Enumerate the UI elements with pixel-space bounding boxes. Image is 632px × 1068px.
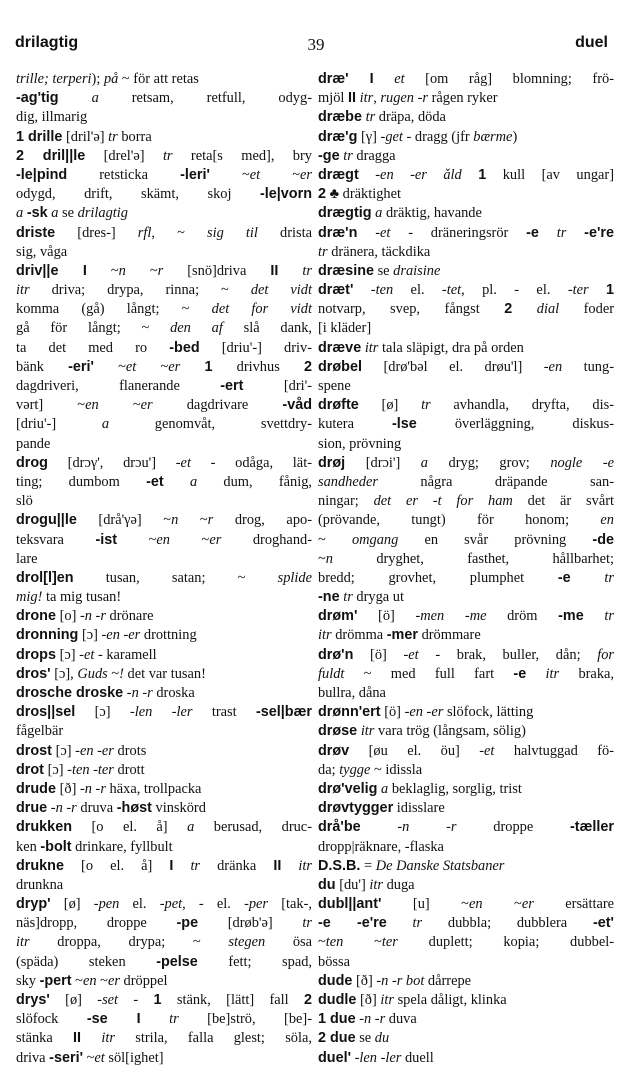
entry-line: ta det med ro -bed [driu'-] driv- [16,339,312,356]
entry-line: (späda) steken -pelse fett; spad, [16,953,312,970]
entry-line: drog [drɔγ', drɔu'] -et - odåga, lät- [16,454,312,471]
entry-line: ~ omgang en svår prövning -de [318,531,614,548]
entry-line: drost [ɔ] -en -er drots [16,742,147,759]
entry-line: dræ'g [γ] -get - dragg (jfr bærme) [318,128,518,145]
entry-line: spene [318,378,351,394]
entry-line: sandheder några dräpande san- [318,473,614,490]
entry-line: slö [16,493,33,510]
entry-line: dude [ð] -n -r bot dårrepe [318,972,472,989]
entry-line: trille; terperi); på ~ för att retas [16,71,199,87]
entry-line: -e -e're tr dubbla; dubblera -et' [318,915,614,932]
entry-line: pande [16,435,51,452]
entry-line: ken -bolt drinkare, fyllbult [16,838,173,855]
entry-line: ting; dumbom -et a dum, fånig, [16,473,313,490]
entry-line: sig, våga [16,243,68,260]
entry-line: (prövande, tungt) för honom; en [318,512,614,529]
entry-line: dropp|räknare, -flaska [318,838,444,855]
entry-line: drægt -en -er ǎld 1 kull [av ungar] [318,166,614,183]
entry-line: dræ'n -et - dräneringsrör -e tr -e're [318,224,614,241]
header-first-word: drilagtig [15,34,79,51]
right-column [318,70,614,1068]
entry-line: sky -pert ~en ~er dröppel [16,972,168,989]
entry-line: kutera -lse överläggning, diskus- [318,416,614,433]
entry-line: drol[l]en tusan, satan; ~ splide [16,569,312,586]
page-number: 39 [307,35,325,54]
entry-line: notvarp, svep, fångst 2 dial foder [318,301,615,318]
entry-line: drå'be -n -r droppe -tæller [318,819,614,836]
entry-line: drue -n -r druva -høst vinskörd [16,800,206,817]
entry-line: D.S.B. = De Danske Statsbaner [318,857,505,874]
entry-line: driv||e I ~n ~r [snö]driva II tr [16,262,312,279]
entry-line: drøvtygger idisslare [318,800,445,817]
entry-line: dræt' -ten el. -tet, pl. - el. -ter 1 [318,282,614,299]
entry-line: teksvara -ist ~en ~er droghand- [16,531,313,548]
entry-line: du [du'] itr duga [318,876,415,893]
entry-line: drøm' [ö] -men -me dröm -me tr [318,608,614,625]
entry-line: drøv [øu el. öu] -et halvtuggad fö- [318,742,614,759]
entry-line: drægtig a dräktig, havande [318,205,482,222]
entry-line: itr droppa, drypa; ~ stegen ösa [16,934,313,951]
entry-line: drø'n [ö] -et - brak, buller, dån; for [318,646,615,663]
entry-line: duel' -len -ler duell [318,1049,434,1066]
entry-line: [driu'-] a genomvåt, svettdry- [16,416,313,433]
entry-line: dræbe tr dräpa, döda [318,109,446,126]
entry-line: dros' [ɔ], Guds ~! det var tusan! [16,665,206,682]
entry-line: dræve itr tala släpigt, dra på orden [318,339,524,356]
entry-line: drops [ɔ] -et - karamell [16,646,157,663]
entry-line: ~n dryghet, fasthet, hållbarhet; [318,550,614,567]
entry-line: fågelbär [16,723,64,740]
entry-line: fuldt ~ med full fart -e itr braka, [318,665,614,682]
header-last-word: duel [575,34,608,51]
entry-line: driste [dres-] rfl, ~ sig til drista [16,224,312,241]
entry-line: drone [o] -n -r drönare [16,608,154,625]
entry-line: 1 drille [dril'ə] tr borra [16,128,152,145]
entry-line: bullra, dåna [318,685,386,701]
entry-line: sion, prövning [318,435,402,452]
entry-line: drø'velig a beklaglig, sorglig, trist [318,780,522,797]
entry-line: mig! ta mig tusan! [16,589,122,606]
entry-line: drunkna [16,876,64,893]
entry-line: drøse itr vara trög (långsam, sölig) [318,723,526,740]
entry-line: drukne [o el. å] I tr dränka II itr [16,857,312,874]
entry-line: dræ' I et [om råg] blomning; frö- [318,71,614,87]
entry-line: tr dränera, täckdika [318,243,431,260]
entry-line: dryp' [ø] -pen el. -pet, - el. -per [tak-, [16,896,312,913]
entry-line: stänka II itr strila, falla glest; söla, [16,1030,312,1047]
entry-line: drys' [ø] -set - 1 stänk, [lätt] fall 2 [16,992,312,1008]
entry-line: -ne tr dryga ut [318,589,404,606]
entry-line: näs]dropp, droppe -pe [drøb'ə] tr [16,915,312,932]
entry-line: komma (gå) långt; ~ det for vidt [16,301,312,318]
left-column [16,70,312,1068]
entry-line: 1 due -n -r duva [318,1011,417,1028]
entry-line: drønn'ert [ö] -en -er slöfock, lätting [318,704,534,721]
entry-line: ningar; det er -t for ham det är svårt [318,493,615,510]
entry-line: dudle [ð] itr spela dåligt, klinka [318,992,507,1008]
entry-line: drude [ð] -n -r häxa, trollpacka [16,780,202,797]
entry-line: bredd; grovhet, plumphet -e tr [318,569,614,586]
entry-line: -le|pind retsticka -leri' ~et ~er [16,166,313,183]
entry-line: drukken [o el. å] a berusad, druc- [16,819,312,836]
entry-line: dronning [ɔ] -en -er drottning [16,627,197,644]
entry-line: 2 due se du [318,1030,390,1047]
entry-line: 2 dril||le [drel'ə] tr reta[s med], bry [16,147,312,164]
entry-line: mjöl II itr, rugen -r rågen ryker [318,90,498,107]
entry-line: itr driva; drypa, rinna; ~ det vidt [16,282,312,299]
entry-line: drøj [drɔi'] a dryg; grov; nogle -e [318,454,615,471]
entry-line: dros||sel [ɔ] -len -ler trast -sel|bær [16,704,312,721]
entry-line: -ag'tig a retsam, retfull, odyg- [16,90,312,107]
entry-line: odygd, drift, skämt, skoj -le|vorn [16,186,312,203]
entry-line: dig, illmarig [16,109,88,126]
entry-line: gå för långt; ~ den af slå dank, [16,320,312,337]
entry-line: lare [16,550,38,567]
entry-line: da; tygge ~ idissla [318,761,423,778]
entry-line: drøfte [ø] tr avhandla, dryfta, dis- [318,397,614,414]
entry-line: [i kläder] [318,320,372,337]
entry-line: drot [ɔ] -ten -ter drott [16,761,145,778]
entry-line: 2 ♣ dräktighet [318,186,401,203]
entry-line: drøbel [drø'bəl el. drøu'l] -en tung- [318,358,614,375]
entry-line: dubl||ant' [u] ~en ~er ersättare [318,896,615,913]
entry-line: slöfock -se I tr [be]strö, [be]- [16,1011,312,1028]
entry-line: a -sk a se drilagtig [16,205,128,222]
entry-line: vərt] ~en ~er dagdrivare -våd [16,397,312,414]
entry-line: bössa [318,953,350,970]
entry-line: -ge tr dragga [318,147,396,164]
entry-line: driva -seri' ~et söl[ighet] [16,1049,164,1066]
entry-line: drosche droske -n -r droska [16,685,195,701]
entry-line: itr drömma -mer drömmare [318,627,481,644]
entry-line: dagdriveri, flanerande -ert [dri'- [16,378,312,394]
entry-line: bänk -eri' ~et ~er 1 drivhus 2 [16,358,312,375]
entry-line: drogu||le [drå'γə] ~n ~r drog, apo- [16,512,312,529]
entry-line: dræsine se draisine [318,262,441,279]
entry-line: ~ten ~ter duplett; kopia; dubbel- [318,934,615,951]
